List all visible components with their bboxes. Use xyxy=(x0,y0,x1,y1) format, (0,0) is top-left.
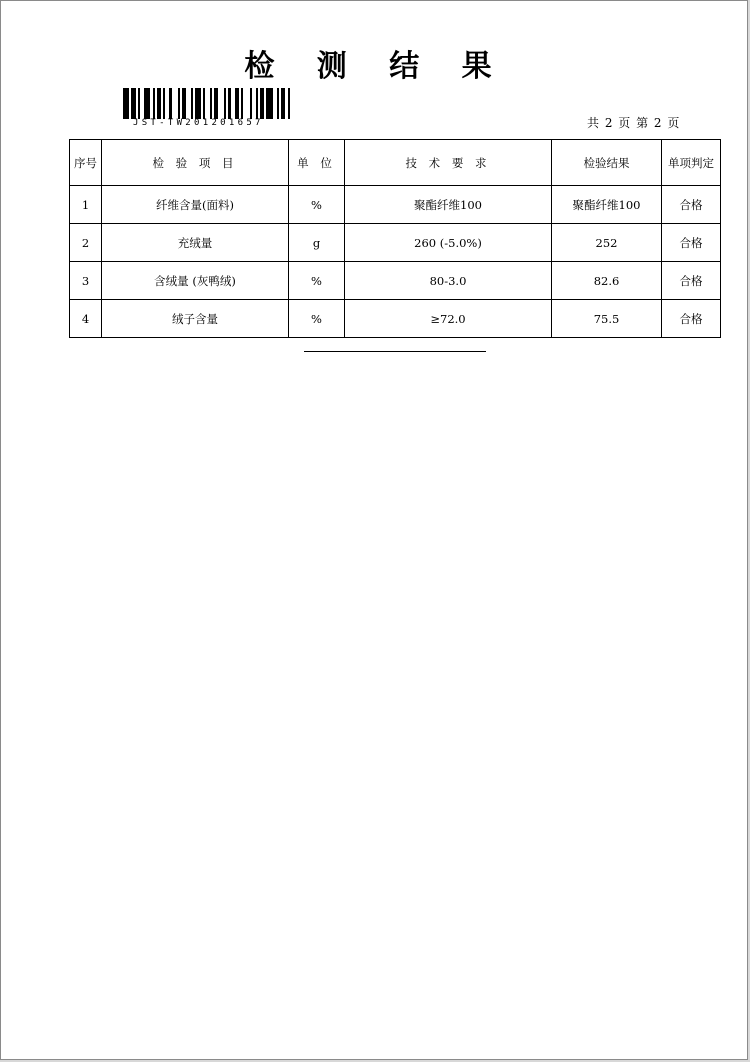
barcode-bar xyxy=(163,88,165,119)
barcode-bar xyxy=(157,88,161,119)
barcode-bar xyxy=(266,88,272,119)
barcode-bar xyxy=(138,88,140,119)
cell-judgement: 合格 xyxy=(662,300,721,338)
barcode-bar xyxy=(169,88,171,119)
barcode-bar xyxy=(131,88,135,119)
cell-unit: % xyxy=(289,262,345,300)
barcode-bar xyxy=(153,88,155,119)
barcode-bar xyxy=(250,88,252,119)
cell-index: 1 xyxy=(70,186,102,224)
barcode-bar xyxy=(256,88,258,119)
barcode-bar xyxy=(228,88,230,119)
barcode-bar xyxy=(241,88,243,119)
barcode-bar xyxy=(277,88,279,119)
cell-judgement: 合格 xyxy=(662,224,721,262)
cell-item: 绒子含量 xyxy=(102,300,289,338)
page-count: 共 2 页 第 2 页 xyxy=(587,116,681,130)
barcode-bar xyxy=(203,88,205,119)
table-header-row xyxy=(70,140,721,186)
barcode-bar xyxy=(144,88,150,119)
document-title: 检 测 结 果 xyxy=(244,49,508,84)
cell-result: 82.6 xyxy=(552,262,662,300)
cell-result: 252 xyxy=(552,224,662,262)
barcode-bar xyxy=(235,88,239,119)
header-unit: 单 位 xyxy=(289,140,345,186)
cell-requirement: 聚酯纤维100 xyxy=(345,186,552,224)
barcode-bar xyxy=(123,88,129,119)
barcode-bars xyxy=(123,88,298,119)
cell-index: 3 xyxy=(70,262,102,300)
table-row xyxy=(70,224,721,262)
barcode-bar xyxy=(191,88,193,119)
header-judgement: 单项判定 xyxy=(662,140,721,186)
barcode-bar xyxy=(210,88,212,119)
table-row xyxy=(70,300,721,338)
barcode-bar xyxy=(195,88,201,119)
header-requirement: 技 术 要 求 xyxy=(345,140,552,186)
barcode-bar xyxy=(214,88,218,119)
barcode-bar xyxy=(182,88,186,119)
header-item: 检 验 项 目 xyxy=(102,140,289,186)
table-row xyxy=(70,186,721,224)
cell-index: 2 xyxy=(70,224,102,262)
barcode-number: JST-TW201201657 xyxy=(133,118,264,128)
barcode xyxy=(123,88,298,128)
header-index: 序号 xyxy=(70,140,102,186)
cell-item: 含绒量 (灰鸭绒) xyxy=(102,262,289,300)
cell-item: 充绒量 xyxy=(102,224,289,262)
cell-requirement: 260 (-5.0%) xyxy=(345,224,552,262)
barcode-bar xyxy=(281,88,285,119)
cell-result: 聚酯纤维100 xyxy=(552,186,662,224)
cell-unit: g xyxy=(289,224,345,262)
results-table xyxy=(69,139,721,338)
header-result: 检验结果 xyxy=(552,140,662,186)
end-of-report-line xyxy=(304,351,486,352)
barcode-bar xyxy=(224,88,226,119)
cell-requirement: ≥72.0 xyxy=(345,300,552,338)
barcode-bar xyxy=(178,88,180,119)
cell-judgement: 合格 xyxy=(662,262,721,300)
cell-index: 4 xyxy=(70,300,102,338)
table-row xyxy=(70,262,721,300)
cell-unit: % xyxy=(289,186,345,224)
cell-judgement: 合格 xyxy=(662,186,721,224)
barcode-bar xyxy=(260,88,264,119)
cell-result: 75.5 xyxy=(552,300,662,338)
cell-requirement: 80-3.0 xyxy=(345,262,552,300)
cell-unit: % xyxy=(289,300,345,338)
barcode-bar xyxy=(288,88,290,119)
cell-item: 纤维含量(面料) xyxy=(102,186,289,224)
